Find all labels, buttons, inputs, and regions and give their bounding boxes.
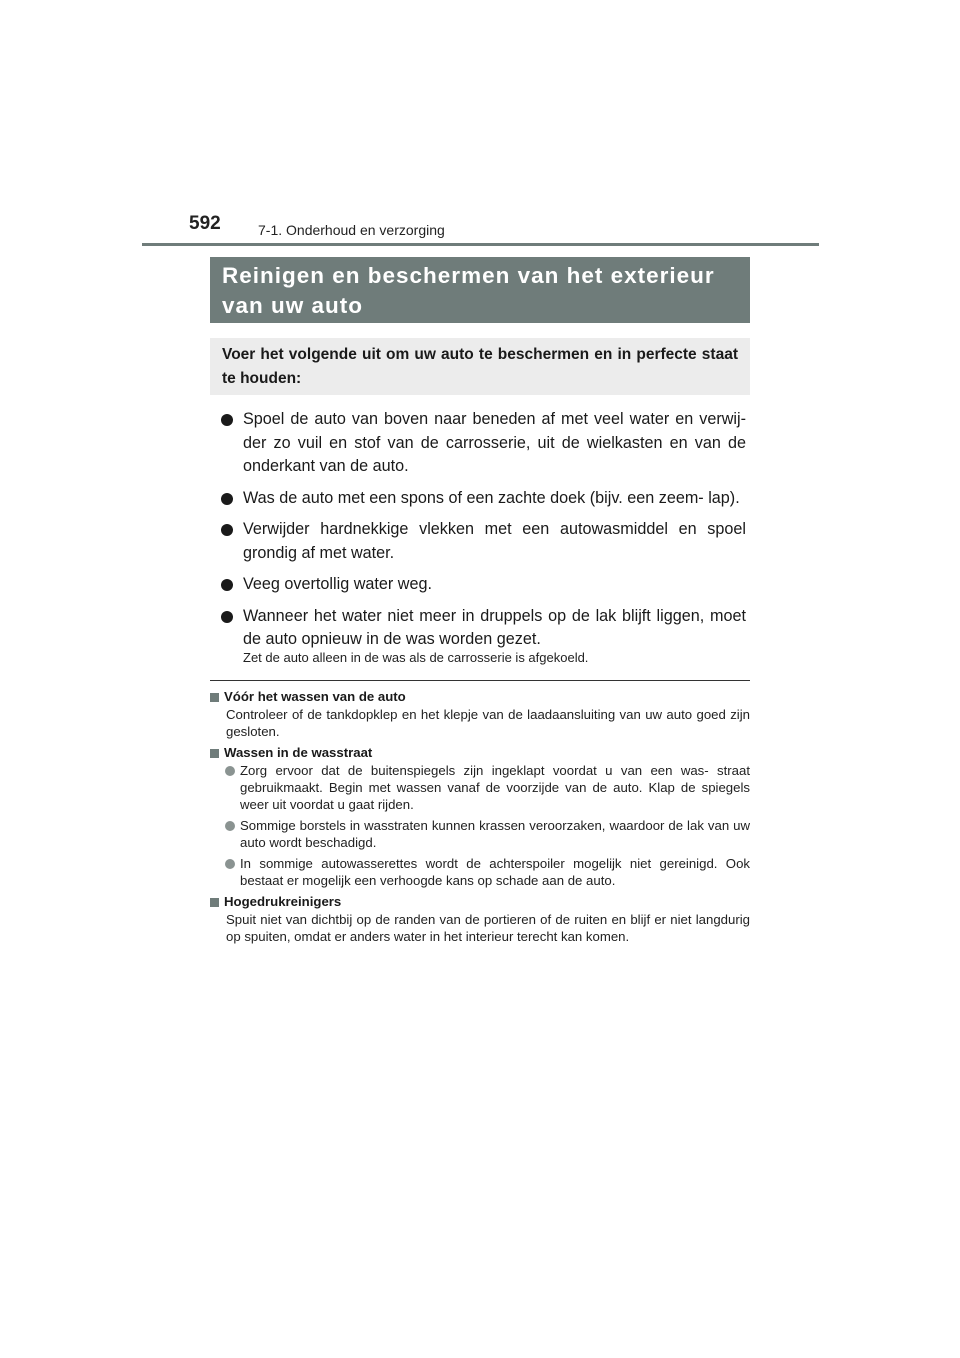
list-item bbox=[218, 487, 746, 511]
bullet-dot-icon bbox=[221, 493, 233, 505]
bullet-text: Verwijder hardnekkige vlekken met een autowasmiddel en spoel grondig af met water. bbox=[243, 520, 746, 562]
cooling-note: Zet de auto alleen in de was als de carrosserie is afgekoeld. bbox=[243, 650, 589, 665]
list-item bbox=[218, 573, 746, 597]
list-item-text: Zorg ervoor dat de buitenspiegels zijn ingeklapt voordat u van een was- straat gebruikmaakt. Begin met wassen vanaf de voorzijde van de auto. Klap de spiegels weer uit voordat u gaat rijden. bbox=[240, 763, 750, 812]
bullet-dot-icon bbox=[221, 524, 233, 536]
car-wash-section bbox=[210, 744, 750, 889]
list-item-text: In sommige autowasserettes wordt de achterspoiler mogelijk niet gereinigd. Ook bestaat er mogelijk een verhoogde kans op schade aan de auto. bbox=[240, 856, 750, 888]
list-item bbox=[218, 605, 746, 652]
page-title: Reinigen en beschermen van het exterieur van uw auto bbox=[222, 263, 715, 318]
list-item-text: Sommige borstels in wasstraten kunnen krassen veroorzaken, waardoor de lak van uw auto wordt beschadigd. bbox=[240, 818, 750, 850]
notes-divider bbox=[210, 680, 750, 681]
circle-bullet-icon bbox=[225, 766, 235, 776]
list-item bbox=[210, 762, 750, 813]
square-bullet-icon bbox=[210, 693, 219, 702]
page-number: 592 bbox=[189, 213, 221, 234]
section-label: 7-1. Onderhoud en verzorging bbox=[258, 222, 445, 238]
intro-text: Voer het volgende uit om uw auto te beschermen en in perfecte staat te houden: bbox=[222, 346, 738, 387]
section-body: Controleer of de tankdopklep en het klepje van de laadaansluiting van uw auto goed zijn gesloten. bbox=[226, 707, 750, 739]
bullet-text: Spoel de auto van boven naar beneden af met veel water en verwij- der zo vuil en stof van de carrosserie, uit de wielkasten en van de onderkant van de auto. bbox=[243, 410, 746, 475]
circle-bullet-icon bbox=[225, 859, 235, 869]
bullet-dot-icon bbox=[221, 579, 233, 591]
square-bullet-icon bbox=[210, 749, 219, 758]
list-item bbox=[210, 855, 750, 889]
list-item bbox=[210, 817, 750, 851]
header-rule bbox=[142, 243, 819, 246]
list-item bbox=[218, 408, 746, 479]
bullet-text: Veeg overtollig water weg. bbox=[243, 575, 432, 593]
before-wash-section bbox=[210, 688, 750, 740]
list-item bbox=[218, 518, 746, 565]
main-bullet-list bbox=[218, 408, 746, 660]
bullet-dot-icon bbox=[221, 611, 233, 623]
bullet-dot-icon bbox=[221, 414, 233, 426]
section-heading: Vóór het wassen van de auto bbox=[224, 689, 406, 704]
square-bullet-icon bbox=[210, 898, 219, 907]
title-box bbox=[210, 257, 750, 323]
bullet-text: Wanneer het water niet meer in druppels op de lak blijft liggen, moet de auto opnieuw in de was worden gezet. bbox=[243, 606, 746, 648]
section-heading: Wassen in de wasstraat bbox=[224, 745, 373, 760]
intro-box bbox=[210, 338, 750, 395]
section-body: Spuit niet van dichtbij op de randen van de portieren of de ruiten en blijf er niet langdurig op spuiten, omdat er anders water in het interieur terecht kan komen. bbox=[226, 912, 750, 944]
bullet-text: Was de auto met een spons of een zachte doek (bijv. een zeem- lap). bbox=[243, 488, 740, 507]
car-wash-list bbox=[210, 762, 750, 889]
pressure-washer-section bbox=[210, 893, 750, 945]
notes-section bbox=[210, 688, 750, 949]
circle-bullet-icon bbox=[225, 821, 235, 831]
section-heading: Hogedrukreinigers bbox=[224, 894, 342, 909]
